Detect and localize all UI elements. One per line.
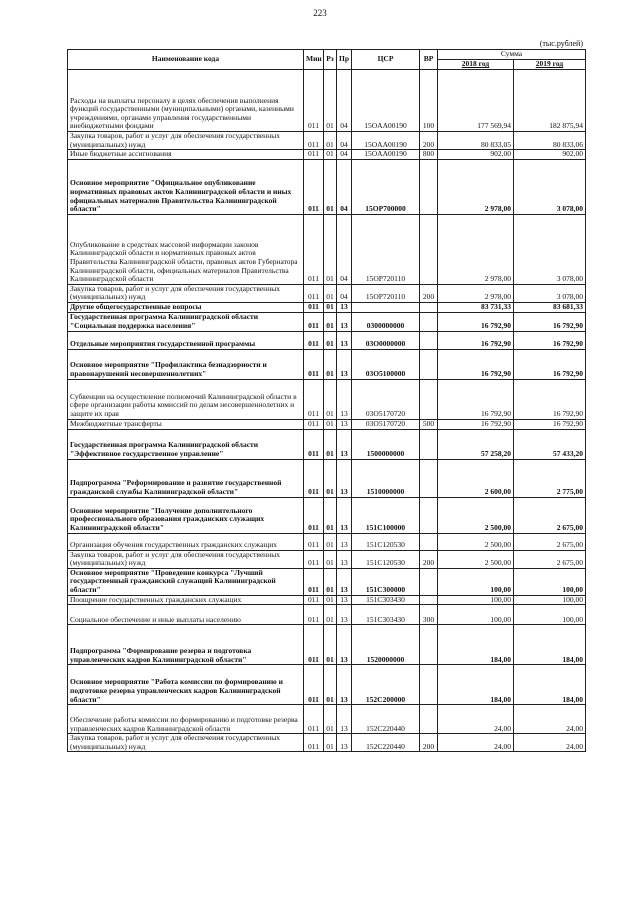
cell-pr: 04 [337, 132, 352, 150]
cell-csr: 151C120530 [352, 550, 420, 568]
cell-rz: 01 [324, 459, 337, 497]
cell-csr: 0300000000 [352, 312, 420, 331]
cell-name: Основное мероприятие "Официальное опубликование нормативных правовых актов Калининградской области и иных официальных материалов Правительства Калининградской области" [68, 159, 304, 214]
cell-min: 011 [304, 349, 324, 379]
table-row [68, 734, 586, 752]
cell-pr: 04 [337, 214, 352, 284]
cell-y2019: 3 078,00 [514, 284, 586, 302]
table-row [68, 550, 586, 568]
cell-y2018: 80 833,05 [438, 132, 514, 150]
cell-pr: 04 [337, 70, 352, 132]
cell-rz: 01 [324, 70, 337, 132]
table-row [68, 605, 586, 625]
units-label: (тыс.рублей) [539, 39, 583, 48]
cell-y2019: 24,00 [514, 705, 586, 734]
cell-y2018: 16 792,90 [438, 331, 514, 349]
cell-name: Основное мероприятие "Проведение конкурса "Лучший государственный гражданский служащий Калининградской области" [68, 568, 304, 595]
cell-vr: 500 [420, 419, 438, 429]
cell-y2019: 2 675,00 [514, 533, 586, 550]
cell-name: Закупка товаров, работ и услуг для обеспечения государственных (муниципальных) нужд [68, 132, 304, 150]
cell-y2018: 16 792,90 [438, 349, 514, 379]
cell-min: 011 [304, 734, 324, 752]
cell-rz: 01 [324, 705, 337, 734]
cell-pr: 13 [337, 595, 352, 605]
table-row [68, 284, 586, 302]
cell-csr: 15OAA00190 [352, 150, 420, 160]
cell-pr: 13 [337, 331, 352, 349]
table-row [68, 625, 586, 665]
cell-csr: 03O5170720 [352, 379, 420, 419]
cell-y2019: 16 792,90 [514, 379, 586, 419]
cell-csr: 151C120530 [352, 533, 420, 550]
cell-min: 011 [304, 665, 324, 705]
table-row [68, 312, 586, 331]
table-row [68, 331, 586, 349]
cell-csr [352, 302, 420, 312]
cell-min: 011 [304, 214, 324, 284]
cell-y2019: 16 792,90 [514, 419, 586, 429]
cell-vr [420, 331, 438, 349]
cell-rz: 01 [324, 533, 337, 550]
cell-rz: 01 [324, 595, 337, 605]
cell-csr: 152C220440 [352, 705, 420, 734]
cell-csr: 1510000000 [352, 459, 420, 497]
cell-pr: 04 [337, 150, 352, 160]
cell-min: 011 [304, 379, 324, 419]
cell-csr: 151C303430 [352, 605, 420, 625]
cell-csr: 15OP700000 [352, 159, 420, 214]
table-row [68, 497, 586, 533]
cell-csr: 15OP720110 [352, 284, 420, 302]
cell-y2019: 16 792,90 [514, 331, 586, 349]
cell-name: Расходы на выплаты персоналу в целях обеспечения выполнения функций государственными (муниципальными) органами, казенными учреждениями, органами управления государственными внебюджетными фондами [68, 70, 304, 132]
cell-min: 011 [304, 429, 324, 459]
cell-rz: 01 [324, 312, 337, 331]
cell-vr: 200 [420, 284, 438, 302]
cell-pr: 13 [337, 665, 352, 705]
cell-csr: 151C100000 [352, 497, 420, 533]
header-rz: Рз [324, 50, 337, 70]
cell-vr [420, 459, 438, 497]
cell-y2019: 80 833,06 [514, 132, 586, 150]
cell-pr: 13 [337, 533, 352, 550]
cell-pr: 13 [337, 497, 352, 533]
cell-rz: 01 [324, 497, 337, 533]
cell-name: Основное мероприятие "Профилактика безнадзорности и правонарушений несовершеннолетних" [68, 349, 304, 379]
cell-y2018: 2 500,00 [438, 497, 514, 533]
cell-name: Организация обучения государственных гражданских служащих [68, 533, 304, 550]
cell-min: 011 [304, 533, 324, 550]
cell-csr: 1500000000 [352, 429, 420, 459]
cell-min: 011 [304, 150, 324, 160]
cell-y2018: 100,00 [438, 605, 514, 625]
cell-y2018: 184,00 [438, 625, 514, 665]
cell-min: 011 [304, 312, 324, 331]
cell-y2019: 83 681,33 [514, 302, 586, 312]
cell-pr: 13 [337, 379, 352, 419]
cell-csr: 152C220440 [352, 734, 420, 752]
cell-vr [420, 159, 438, 214]
cell-min: 011 [304, 459, 324, 497]
cell-csr: 151C303430 [352, 595, 420, 605]
cell-y2018: 902,00 [438, 150, 514, 160]
cell-pr: 13 [337, 605, 352, 625]
table-row [68, 302, 586, 312]
cell-y2018: 2 978,00 [438, 214, 514, 284]
cell-name: Отдельные мероприятия государственной программы [68, 331, 304, 349]
cell-rz: 01 [324, 150, 337, 160]
cell-vr: 100 [420, 70, 438, 132]
cell-rz: 01 [324, 568, 337, 595]
cell-rz: 01 [324, 214, 337, 284]
cell-y2019: 184,00 [514, 665, 586, 705]
table-row [68, 419, 586, 429]
cell-min: 011 [304, 70, 324, 132]
cell-y2018: 2 978,00 [438, 284, 514, 302]
cell-min: 011 [304, 302, 324, 312]
cell-rz: 01 [324, 159, 337, 214]
cell-pr: 13 [337, 705, 352, 734]
cell-y2018: 100,00 [438, 568, 514, 595]
cell-name: Основное мероприятие "Получение дополнительного профессионального образования гражданских служащих Калининградской области" [68, 497, 304, 533]
cell-pr: 13 [337, 734, 352, 752]
cell-vr [420, 349, 438, 379]
cell-y2019: 100,00 [514, 595, 586, 605]
cell-y2019: 24,00 [514, 734, 586, 752]
header-vr: ВР [420, 50, 438, 70]
cell-csr: 15OP720110 [352, 214, 420, 284]
cell-y2018: 2 500,00 [438, 550, 514, 568]
cell-y2018: 16 792,90 [438, 379, 514, 419]
cell-y2018: 2 978,00 [438, 159, 514, 214]
table-row [68, 665, 586, 705]
header-2018: 2018 год [438, 60, 514, 70]
table-row [68, 349, 586, 379]
cell-y2019: 100,00 [514, 605, 586, 625]
table-row [68, 150, 586, 160]
table-row [68, 705, 586, 734]
cell-rz: 01 [324, 331, 337, 349]
cell-rz: 01 [324, 550, 337, 568]
cell-rz: 01 [324, 429, 337, 459]
page-number: 223 [313, 8, 327, 18]
cell-name: Подпрограмма "Формирование резерва и подготовка управленческих кадров Калининградской области" [68, 625, 304, 665]
table-row [68, 379, 586, 419]
cell-y2019: 2 675,00 [514, 550, 586, 568]
cell-y2018: 184,00 [438, 665, 514, 705]
table-row [68, 459, 586, 497]
cell-min: 011 [304, 419, 324, 429]
cell-y2019: 100,00 [514, 568, 586, 595]
cell-y2019: 57 433,20 [514, 429, 586, 459]
cell-vr: 200 [420, 132, 438, 150]
cell-y2018: 16 792,90 [438, 419, 514, 429]
cell-min: 011 [304, 132, 324, 150]
cell-vr [420, 568, 438, 595]
cell-vr [420, 705, 438, 734]
cell-name: Субвенции на осуществление полномочий Калининградской области в сфере организации работы комиссий по делам несовершеннолетних и защите их прав [68, 379, 304, 419]
header-min: Мин [304, 50, 324, 70]
cell-rz: 01 [324, 284, 337, 302]
cell-rz: 01 [324, 734, 337, 752]
cell-name: Межбюджетные трансферты [68, 419, 304, 429]
cell-name: Государственная программа Калининградской области "Эффективное государственное управление" [68, 429, 304, 459]
cell-vr [420, 497, 438, 533]
cell-csr: 03O5100000 [352, 349, 420, 379]
cell-vr: 800 [420, 150, 438, 160]
cell-vr [420, 625, 438, 665]
cell-pr: 13 [337, 550, 352, 568]
cell-min: 011 [304, 550, 324, 568]
header-summa: Сумма [438, 50, 586, 60]
cell-y2019: 2 775,00 [514, 459, 586, 497]
cell-name: Поощрение государственных гражданских служащих [68, 595, 304, 605]
cell-y2019: 3 078,00 [514, 159, 586, 214]
cell-vr: 200 [420, 550, 438, 568]
cell-y2018: 177 569,94 [438, 70, 514, 132]
header-2019: 2019 год [514, 60, 586, 70]
cell-rz: 01 [324, 379, 337, 419]
cell-rz: 01 [324, 349, 337, 379]
header-name: Наименование кода [68, 50, 304, 70]
cell-min: 011 [304, 605, 324, 625]
cell-pr: 13 [337, 429, 352, 459]
table-row [68, 533, 586, 550]
cell-vr [420, 665, 438, 705]
cell-vr: 300 [420, 605, 438, 625]
cell-rz: 01 [324, 605, 337, 625]
cell-vr [420, 379, 438, 419]
cell-y2019: 184,00 [514, 625, 586, 665]
cell-csr: 1520000000 [352, 625, 420, 665]
cell-csr: 15OAA00190 [352, 132, 420, 150]
table-row [68, 70, 586, 132]
cell-y2018: 57 258,20 [438, 429, 514, 459]
cell-y2018: 2 600,00 [438, 459, 514, 497]
header-pr: Пр [337, 50, 352, 70]
cell-pr: 13 [337, 312, 352, 331]
cell-name: Закупка товаров, работ и услуг для обеспечения государственных (муниципальных) нужд [68, 550, 304, 568]
cell-y2019: 902,00 [514, 150, 586, 160]
cell-y2019: 2 675,00 [514, 497, 586, 533]
cell-y2018: 16 792,90 [438, 312, 514, 331]
cell-min: 011 [304, 705, 324, 734]
cell-y2018: 100,00 [438, 595, 514, 605]
cell-pr: 13 [337, 568, 352, 595]
cell-y2019: 16 792,90 [514, 349, 586, 379]
cell-y2018: 24,00 [438, 734, 514, 752]
table-row [68, 214, 586, 284]
cell-rz: 01 [324, 419, 337, 429]
cell-name: Опубликование в средствах массовой информации законов Калининградской области и нормативных правовых актов Правительства Калининградской области, правовых актов Губернатора Калининградской области, официальных материалов Правительства Калининградской области [68, 214, 304, 284]
cell-csr: 03O0000000 [352, 331, 420, 349]
cell-y2018: 24,00 [438, 705, 514, 734]
cell-name: Государственная программа Калининградской области "Социальная поддержка населения" [68, 312, 304, 331]
cell-pr: 13 [337, 349, 352, 379]
header-csr: ЦСР [352, 50, 420, 70]
cell-name: Иные бюджетные ассигнования [68, 150, 304, 160]
cell-name: Закупка товаров, работ и услуг для обеспечения государственных (муниципальных) нужд [68, 284, 304, 302]
table-row [68, 159, 586, 214]
cell-vr [420, 312, 438, 331]
cell-vr [420, 533, 438, 550]
cell-rz: 01 [324, 625, 337, 665]
cell-name: Основное мероприятие "Работа комиссии по формированию и подготовке резерва управленческих кадров Калининградской области" [68, 665, 304, 705]
cell-y2018: 83 731,33 [438, 302, 514, 312]
cell-y2019: 3 078,00 [514, 214, 586, 284]
cell-pr: 04 [337, 284, 352, 302]
cell-min: 011 [304, 497, 324, 533]
cell-name: Социальное обеспечение и иные выплаты населению [68, 605, 304, 625]
cell-csr: 03O5170720 [352, 419, 420, 429]
cell-y2019: 182 875,94 [514, 70, 586, 132]
cell-csr: 15OAA00190 [352, 70, 420, 132]
cell-vr: 200 [420, 734, 438, 752]
cell-vr [420, 302, 438, 312]
cell-pr: 13 [337, 419, 352, 429]
cell-y2019: 16 792,90 [514, 312, 586, 331]
cell-min: 011 [304, 595, 324, 605]
cell-rz: 01 [324, 665, 337, 705]
cell-min: 011 [304, 159, 324, 214]
cell-pr: 04 [337, 159, 352, 214]
cell-csr: 151C300000 [352, 568, 420, 595]
cell-name: Обеспечение работы комиссии по формированию и подготовке резерва управленческих кадров Калининградской области [68, 705, 304, 734]
cell-csr: 152C200000 [352, 665, 420, 705]
cell-name: Закупка товаров, работ и услуг для обеспечения государственных (муниципальных) нужд [68, 734, 304, 752]
cell-vr [420, 214, 438, 284]
cell-pr: 13 [337, 459, 352, 497]
cell-name: Подпрограмма "Реформирование и развитие государственной гражданской службы Калининградской области" [68, 459, 304, 497]
cell-min: 011 [304, 331, 324, 349]
cell-pr: 13 [337, 302, 352, 312]
cell-pr: 13 [337, 625, 352, 665]
cell-name: Другие общегосударственные вопросы [68, 302, 304, 312]
cell-rz: 01 [324, 302, 337, 312]
table-row [68, 429, 586, 459]
cell-min: 011 [304, 568, 324, 595]
budget-table [67, 49, 586, 752]
cell-min: 011 [304, 284, 324, 302]
cell-min: 011 [304, 625, 324, 665]
table-row [68, 132, 586, 150]
table-row [68, 568, 586, 595]
cell-rz: 01 [324, 132, 337, 150]
cell-y2018: 2 500,00 [438, 533, 514, 550]
cell-vr [420, 429, 438, 459]
cell-vr [420, 595, 438, 605]
table-row [68, 595, 586, 605]
